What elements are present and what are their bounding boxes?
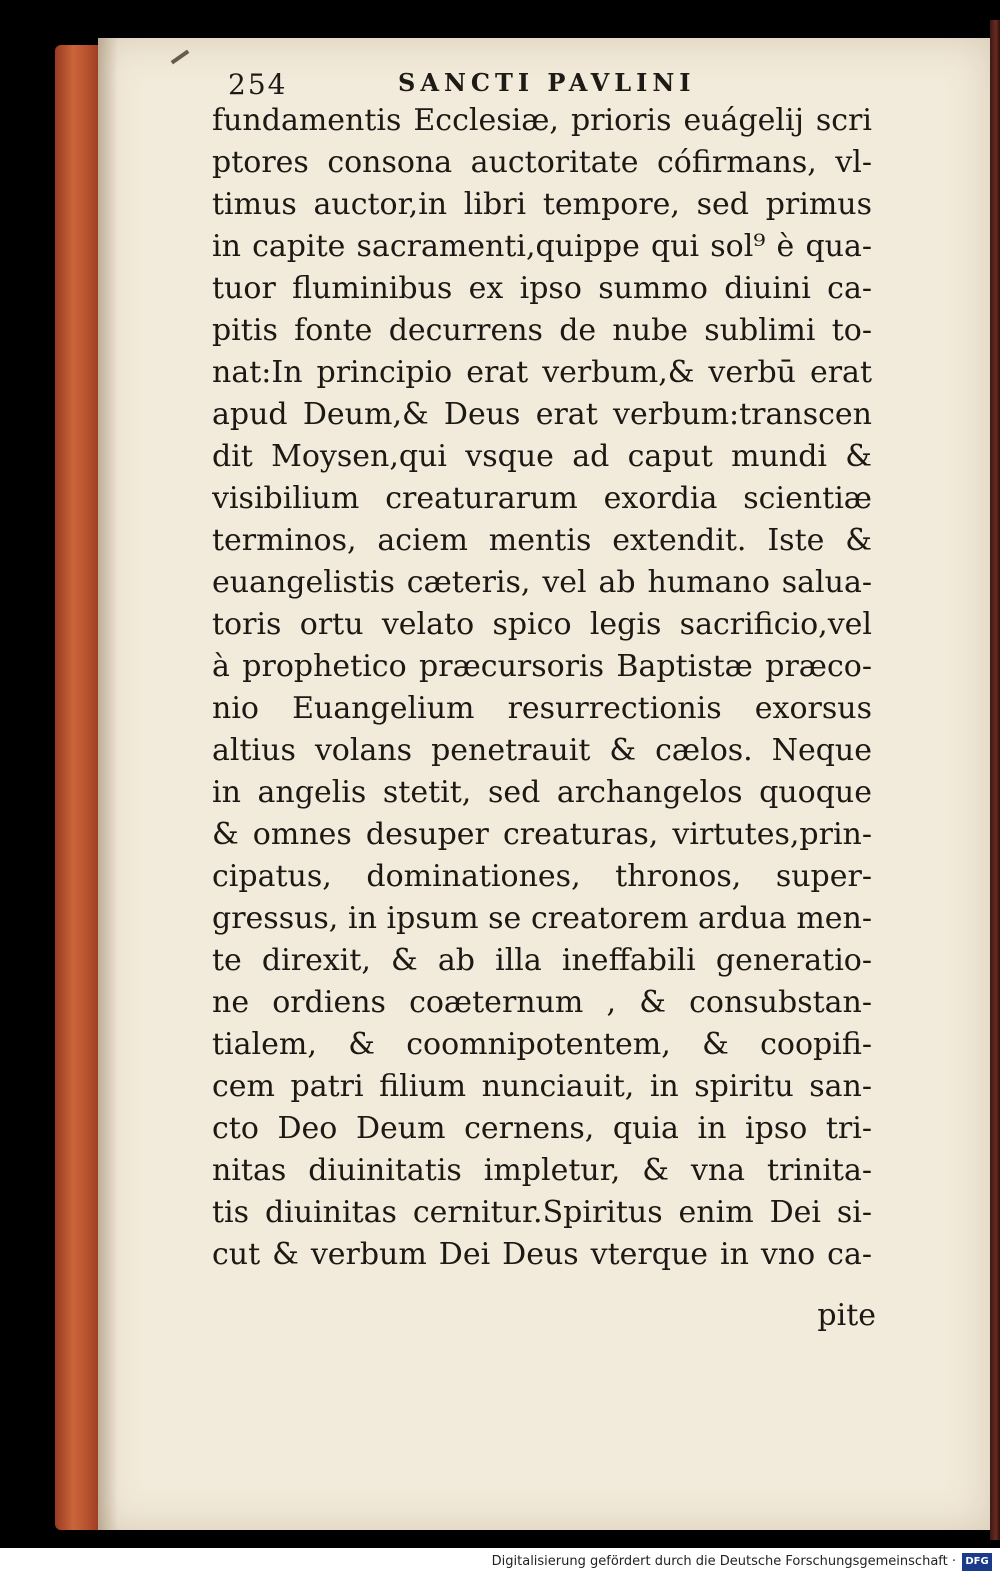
book-edge-right <box>990 20 1000 1540</box>
footer-credit: Digitalisierung gefördert durch die Deutsche Forschungsgemeinschaft · <box>491 1554 956 1569</box>
text-line: pitis fonte decurrens de nube sublimi to- <box>212 313 872 348</box>
text-line: à prophetico præcursoris Baptistæ præco- <box>212 649 872 684</box>
text-line: visibilium creaturarum exordia scientiæ <box>212 481 872 516</box>
running-title: SANCTI PAVLINI <box>398 68 696 97</box>
text-line: timus auctor,in libri tempore, sed primus <box>212 187 872 222</box>
text-line: altius volans penetrauit & cælos. Neque <box>212 733 872 768</box>
text-line: in capite sacramenti,quippe qui sol⁹ è qua- <box>212 229 872 264</box>
text-line: cto Deo Deum cernens, quia in ipso tri- <box>212 1111 872 1146</box>
text-line: fundamentis Ecclesiæ, prioris euágelij scri <box>212 103 872 138</box>
footer-bar <box>0 1548 1000 1580</box>
dfg-logo-icon: DFG <box>962 1553 992 1571</box>
page-number: 254 <box>228 68 288 101</box>
text-line: & omnes desuper creaturas, virtutes,prin- <box>212 817 872 852</box>
text-line: apud Deum,& Deus erat verbum:transcen <box>212 397 872 432</box>
text-line: cut & verbum Dei Deus vterque in vno ca- <box>212 1237 872 1272</box>
text-line: cem patri filium nunciauit, in spiritu san- <box>212 1069 872 1104</box>
catchword: pite <box>817 1298 876 1333</box>
text-line: in angelis stetit, sed archangelos quoque <box>212 775 872 810</box>
text-line: tis diuinitas cernitur.Spiritus enim Dei si- <box>212 1195 872 1230</box>
text-line: toris ortu velato spico legis sacrificio,vel <box>212 607 872 642</box>
text-line: ptores consona auctoritate cófirmans, vl- <box>212 145 872 180</box>
text-line: terminos, aciem mentis extendit. Iste & <box>212 523 872 558</box>
text-line: nio Euangelium resurrectionis exorsus <box>212 691 872 726</box>
text-line: cipatus, dominationes, thronos, super- <box>212 859 872 894</box>
text-line: nitas diuinitatis impletur, & vna trinita- <box>212 1153 872 1188</box>
text-line: te direxit, & ab illa ineffabili generatio- <box>212 943 872 978</box>
text-line: gressus, in ipsum se creatorem ardua men- <box>212 901 872 936</box>
text-line: tuor fluminibus ex ipso summo diuini ca- <box>212 271 872 306</box>
text-line: euangelistis cæteris, vel ab humano salua- <box>212 565 872 600</box>
body-text <box>212 100 872 1276</box>
text-line: dit Moysen,qui vsque ad caput mundi & <box>212 439 872 474</box>
page-gutter-shadow <box>98 38 118 1530</box>
text-line: tialem, & coomnipotentem, & coopifi- <box>212 1027 872 1062</box>
text-line: nat:In principio erat verbum,& verbū erat <box>212 355 872 390</box>
text-line: ne ordiens coæternum , & consubstan- <box>212 985 872 1020</box>
